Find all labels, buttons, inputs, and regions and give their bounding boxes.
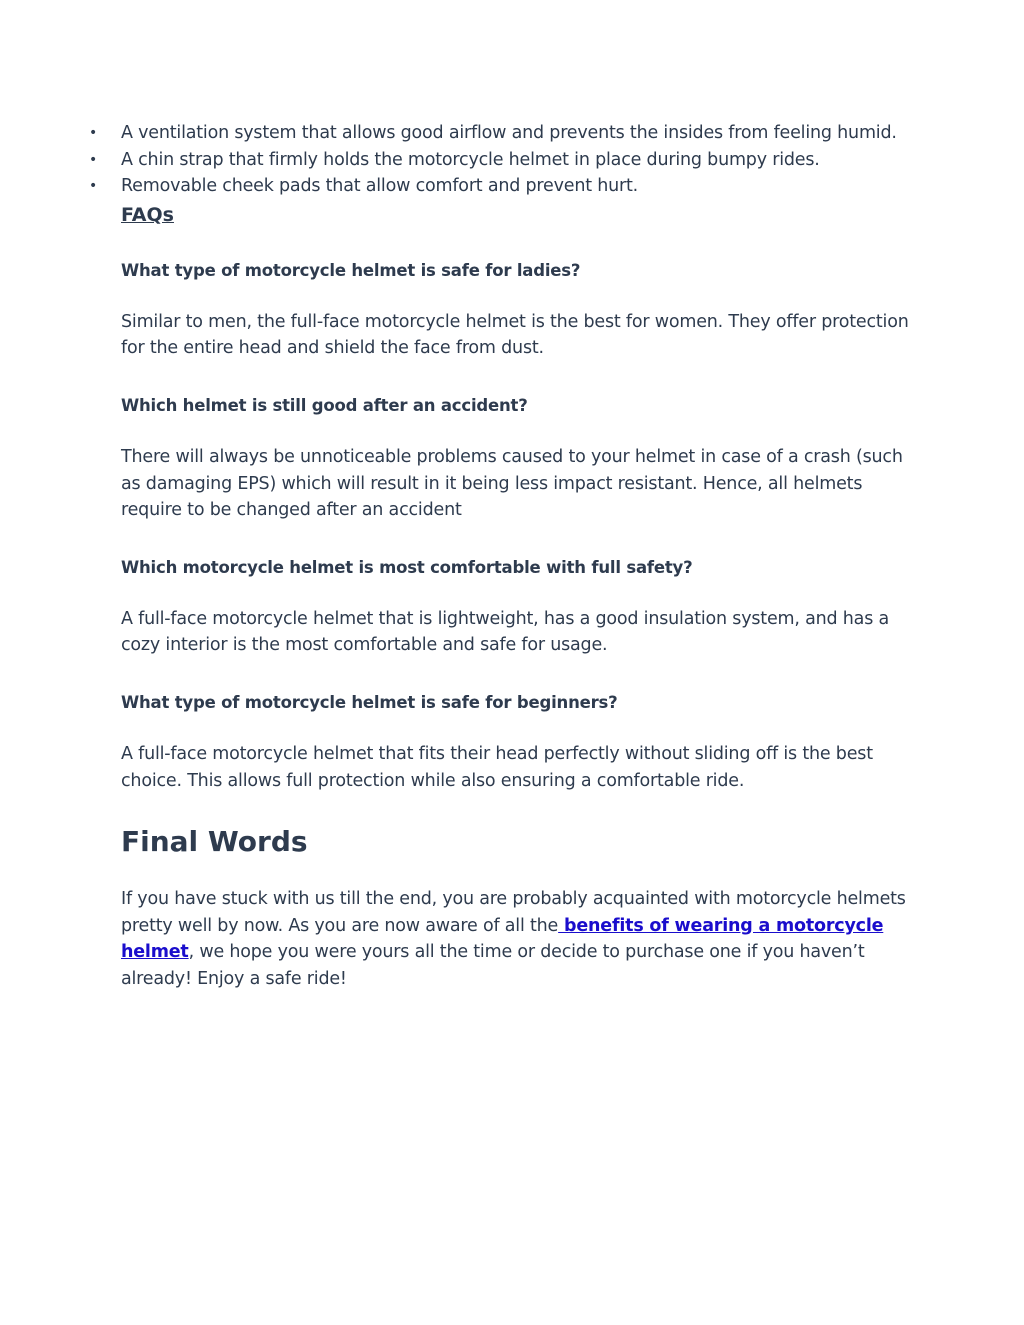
faq-question: What type of motorcycle helmet is safe for beginners? [121,692,618,712]
faq-answer: Similar to men, the full-face motorcycle helmet is the best for women. They offer protection for the entire head and shield the face from dust. [121,311,909,359]
bullet-icon: • [89,178,98,195]
faq-answer: A full-face motorcycle helmet that is lightweight, has a good insulation system, and has a cozy interior is the most comfortable and safe for usage. [121,608,890,656]
final-paragraph [121,886,911,992]
list-item-text: Removable cheek pads that allow comfort and prevent hurt. [121,176,639,197]
list-item [89,120,911,147]
faq-answer: A full-face motorcycle helmet that fits their head perfectly without sliding off is the best choice. This allows full protection while also ensuring a comfortable ride. [121,743,873,791]
final-words-heading: Final Words [121,825,308,859]
list-item-text: A chin strap that firmly holds the motorcycle helmet in place during bumpy rides. [121,149,820,170]
benefits-link[interactable]: benefits of wearing a motorcycle helmet [121,915,884,963]
final-text-before: If you have stuck with us till the end, you are probably acquainted with motorcycle helmets pretty well by now. As you are now aware of all the [121,889,906,936]
faq-question: Which helmet is still good after an accident? [121,395,528,415]
article-content [89,120,911,993]
feature-list [89,120,911,200]
list-item [89,173,911,200]
bullet-icon: • [89,125,98,141]
bullet-icon: • [89,151,98,168]
faq-question: What type of motorcycle helmet is safe for ladies? [121,260,581,280]
faq-question: Which motorcycle helmet is most comfortable with full safety? [121,557,693,577]
list-item-text: A ventilation system that allows good airflow and prevents the insides from feeling humid. [121,123,897,143]
faq-answer: There will always be unnoticeable problems caused to your helmet in case of a crash (such as damaging EPS) which will result in it being less impact resistant. Hence, all helmets require to be changed after an accident [121,446,903,521]
faq-heading: FAQs [121,203,174,226]
final-text-after: , we hope you were yours all the time or decide to purchase one if you haven’t already! Enjoy a safe ride! [121,942,865,989]
list-item [89,147,911,174]
